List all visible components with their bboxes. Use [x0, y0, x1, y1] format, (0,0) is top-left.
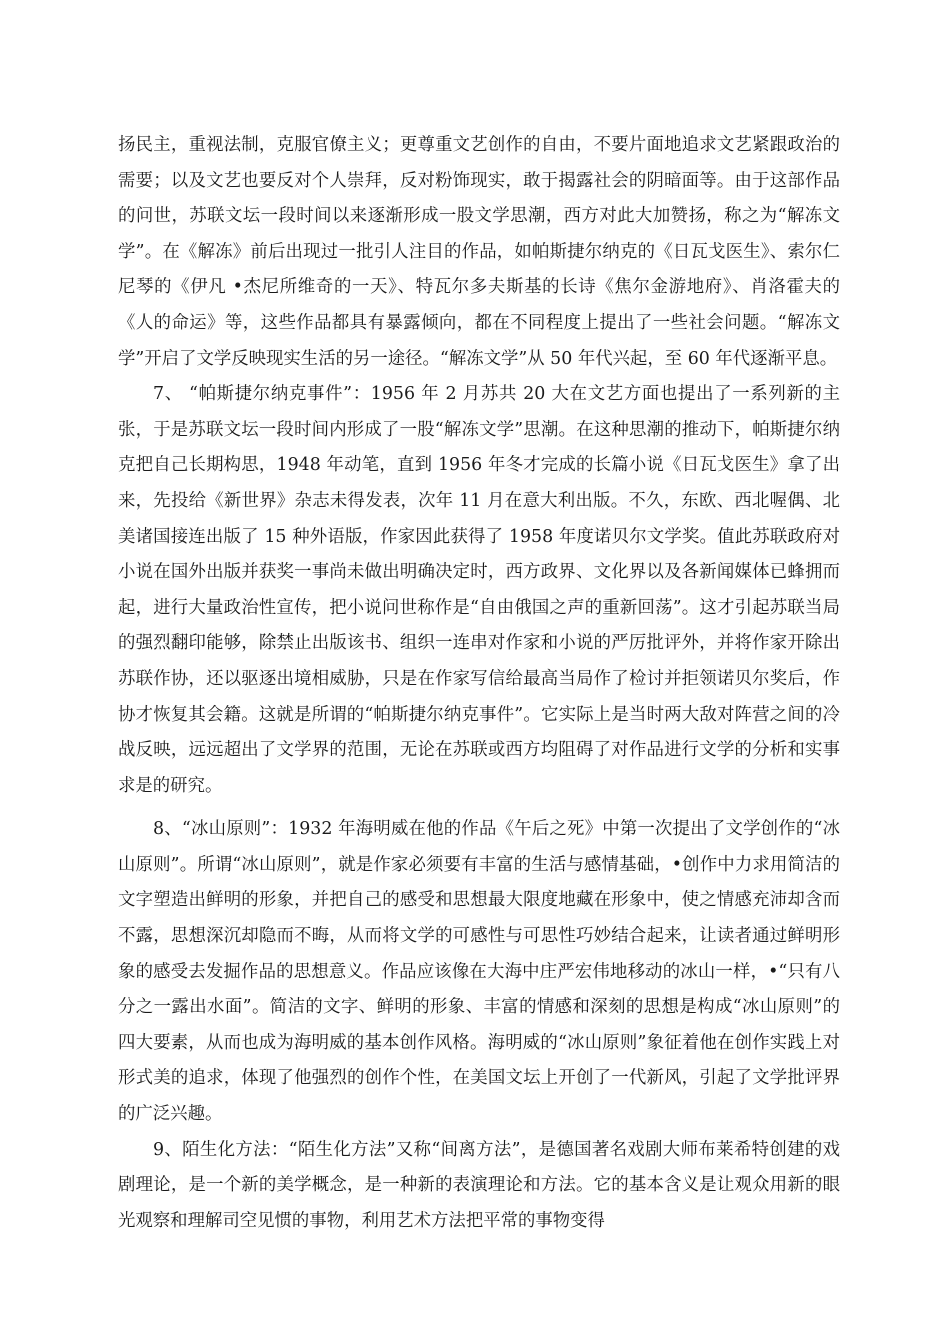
paragraph-continuation: 扬民主，重视法制，克服官僚主义；更尊重文艺创作的自由，不要片面地追求文艺紧跟政治的需要；以及文艺也要反对个人崇拜，反对粉饰现实，敢于揭露社会的阴暗面等。由于这部作品的问世，苏联文坛一段时间以来逐渐形成一股文学思潮，西方对此大加赞扬，称之为“解冻文学”。在《解冻》前后出现过一批引人注目的作品，如帕斯捷尔纳克的《日瓦戈医生》、索尔仁尼琴的《伊凡 •杰尼所维奇的一天》、特瓦尔多夫斯基的长诗《焦尔金游地府》、肖洛霍夫的《人的命运》等，这些作品都具有暴露倾向，都在不同程度上提出了一些社会问题。“解冻文学”开启了文学反映现实生活的另一途径。“解冻文学”从 50 年代兴起，至 60 年代逐渐平息。 — [118, 135, 840, 369]
paragraph-item-8: 8、“冰山原则”：1932 年海明威在他的作品《午后之死》中第一次提出了文学创作的“冰山原则”。所谓“冰山原则”，就是作家必须要有丰富的生活与感情基础，•创作中力求用简洁的文字塑造出鲜明的形象，并把自己的感受和思想最大限度地藏在形象中，使之情感充沛却含而不露，思想深沉却隐而不晦，从而将文学的可感性与可思性巧妙结合起来，让读者通过鲜明形象的感受去发掘作品的思想意义。作品应该像在大海中庄严宏伟地移动的冰山一样，•“只有八分之一露出水面”。简洁的文字、鲜明的形象、丰富的情感和深刻的思想是构成“冰山原则”的四大要素，从而也成为海明威的基本创作风格。海明威的“冰山原则”象征着他在创作实践上对形式美的追求，体现了他强烈的创作个性，在美国文坛上开创了一代新风，引起了文学批评界的广泛兴趣。 — [118, 819, 840, 1125]
document-page — [118, 128, 840, 1239]
paragraph-item-7: 7、 “帕斯捷尔纳克事件”：1956 年 2 月苏共 20 大在文艺方面也提出了一系列新的主张，于是苏联文坛一段时间内形成了一股“解冻文学”思潮。在这种思潮的推动下，帕斯捷尔纳克把自己长期构思，1948 年动笔，直到 1956 年冬才完成的长篇小说《日瓦戈医生》拿了出来，先投给《新世界》杂志未得发表，次年 11 月在意大利出版。不久，东欧、西北喔偶、北美诸国接连出版了 15 种外语版，作家因此获得了 1958 年度诺贝尔文学奖。值此苏联政府对小说在国外出版并获奖一事尚未做出明确决定时，西方政界、文化界以及各新闻媒体已蜂拥而起，进行大量政治性宣传，把小说问世称作是“自由俄国之声的重新回荡”。这才引起苏联当局的强烈翻印能够，除禁止出版该书、组织一连串对作家和小说的严厉批评外，并将作家开除出苏联作协，还以驱逐出境相威胁，只是在作家写信给最高当局作了检讨并拒领诺贝尔奖后，作协才恢复其会籍。这就是所谓的“帕斯捷尔纳克事件”。它实际上是当时两大敌对阵营之间的冷战反映，远远超出了文学界的范围，无论在苏联或西方均阻碍了对作品进行文学的分析和实事求是的研究。 — [118, 384, 840, 796]
paragraph-item-9: 9、陌生化方法：“陌生化方法”又称“间离方法”，是德国著名戏剧大师布莱希特创建的戏剧理论，是一个新的美学概念，是一种新的表演理论和方法。它的基本含义是让观众用新的眼光观察和理解司空见惯的事物，利用艺术方法把平常的事物变得 — [118, 1139, 840, 1231]
